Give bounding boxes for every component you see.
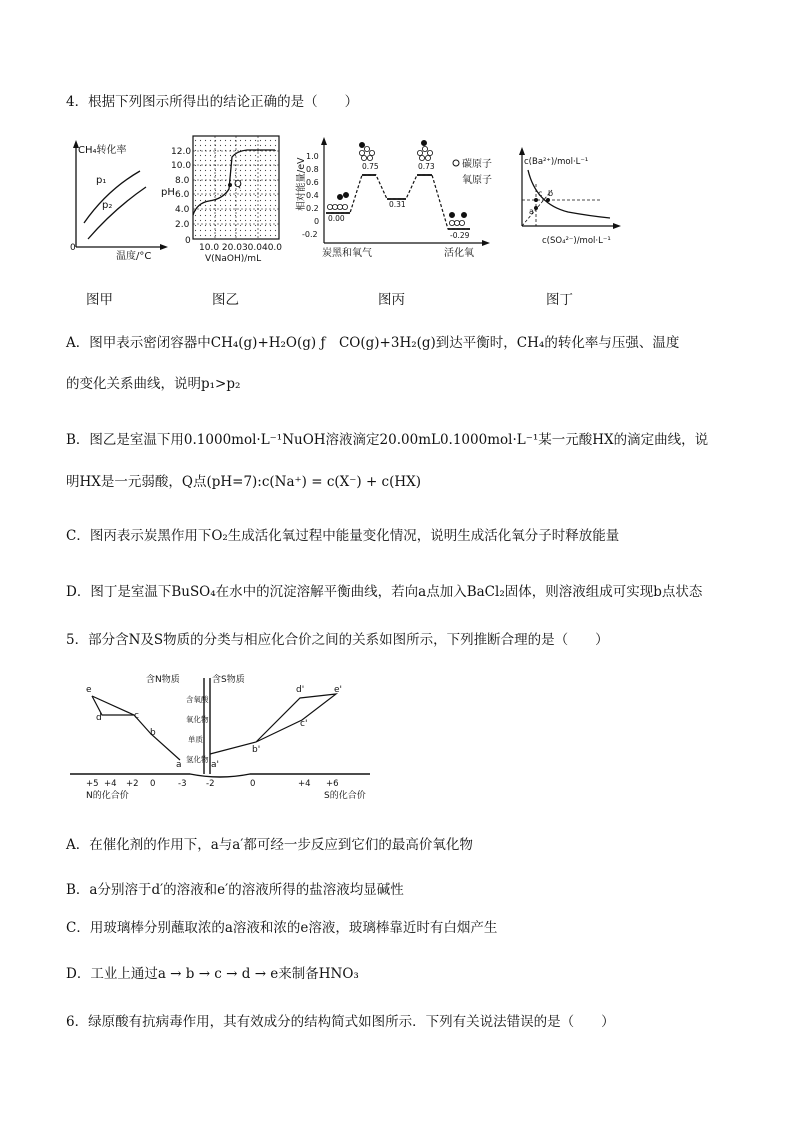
yi-ytick: 4.0 [175, 205, 190, 215]
yi-ytick: 10.0 [171, 161, 192, 171]
bing-molecule-end [449, 212, 466, 225]
figure-q5-valence-diagram [70, 670, 375, 805]
ding-xlabel: c(SO₄²⁻)/mol·L⁻¹ [542, 236, 611, 246]
q5-s-point-b: b' [252, 745, 261, 755]
q5-option-b[interactable]: B．a分别溶于d′的溶液和e′的溶液所得的盐溶液均显碱性 [66, 882, 404, 898]
q5-category: 氧化物 [186, 715, 209, 724]
yi-ylabel: pH [161, 187, 175, 198]
bing-ylabel: 相对能量/eV [296, 157, 307, 211]
q5-s-title: 含S物质 [212, 675, 245, 685]
bing-ytick: 0.4 [306, 191, 319, 200]
q5-n-tick: -3 [178, 779, 187, 789]
bing-ytick: 0 [314, 217, 320, 226]
q5-s-tick: +6 [326, 779, 339, 789]
q5-s-point-d: d' [296, 685, 305, 695]
q5-n-point-d: d [96, 713, 102, 723]
ding-label-b: b [548, 189, 554, 198]
q5-n-tick: +2 [126, 779, 139, 789]
jia-xlabel: 温度/°C [116, 251, 152, 262]
q5-option-a[interactable]: A．在催化剂的作用下，a与a′都可经一步反应到它们的最高价氧化物 [66, 837, 473, 853]
q5-s-tick: -2 [206, 779, 215, 789]
bing-level: 0.00 [328, 214, 345, 223]
q6-stem: 6．绿原酸有抗病毒作用，其有效成分的结构简式如图所示．下列有关说法错误的是（ ） [66, 1014, 615, 1030]
ding-label-a: a [529, 207, 534, 216]
bing-ytick: 0.6 [306, 178, 319, 187]
figure-yi [163, 133, 288, 265]
q5-n-point-a: a [176, 760, 182, 770]
yi-point-q [228, 183, 232, 187]
yi-ytick: 8.0 [175, 176, 190, 186]
q4-option-a-line1[interactable]: A．图甲表示密闭容器中CH₄(g)+H₂O(g) ƒ CO(g)+3H₂(g)到达平衡时，CH₄的转化率与压强、温度 [66, 335, 680, 351]
ding-ylabel: c(Ba²⁺)/mol·L⁻¹ [524, 157, 589, 167]
q5-n-tick: +5 [86, 779, 99, 789]
bing-ytick: 0.8 [306, 165, 319, 174]
q5-s-point-a: a' [211, 760, 219, 770]
bing-level: -0.29 [450, 231, 470, 240]
q4-option-a-line2[interactable]: 的变化关系曲线，说明p₁>p₂ [66, 376, 241, 392]
figure-ding [512, 140, 632, 250]
q5-n-point-c: c [134, 711, 139, 721]
caption-ding: 图丁 [546, 292, 573, 308]
q5-option-c[interactable]: C．用玻璃棒分别蘸取浓的a溶液和浓的e溶液，玻璃棒靠近时有白烟产生 [66, 920, 498, 936]
q5-stem: 5．部分含N及S物质的分类与相应化合价之间的关系如图所示，下列推断合理的是（ ） [66, 632, 609, 648]
bing-xleft: 炭黑和氧气 [322, 248, 372, 259]
ding-point-c [534, 198, 538, 202]
bing-level: 0.73 [418, 162, 435, 171]
q4-stem: 4．根据下列图示所得出的结论正确的是（ ） [66, 94, 359, 110]
q5-n-tick: 0 [150, 779, 156, 789]
yi-ytick: 12.0 [171, 147, 192, 157]
q5-n-tick: +4 [104, 779, 117, 789]
bing-ytick: 1.0 [306, 152, 319, 161]
q5-n-polyline [92, 696, 180, 760]
bing-carbon-legend-icon [453, 160, 459, 166]
q5-s-point-e: e' [334, 685, 343, 695]
bing-ytick: -0.2 [302, 230, 318, 239]
yi-point-label: Q [234, 179, 242, 190]
bing-molecule-start [327, 192, 348, 209]
q4-option-b-line2[interactable]: 明HX是一元弱酸，Q点(pH=7):c(Na⁺) = c(X⁻) + c(HX) [66, 474, 422, 490]
q5-n-xlabel: N的化合价 [86, 791, 129, 801]
jia-p1: p₁ [96, 175, 107, 186]
q5-s-xlabel: S的化合价 [324, 791, 366, 801]
yi-ytick: 0 [185, 236, 191, 246]
caption-yi: 图乙 [212, 292, 239, 308]
figure-jia [62, 135, 172, 265]
q5-n-title: 含N物质 [146, 675, 180, 685]
yi-ytick: 6.0 [175, 190, 190, 200]
ding-label-c: c [538, 189, 543, 198]
q5-s-point-c: c' [300, 719, 308, 729]
bing-xright: 活化氧 [444, 248, 474, 259]
bing-molecule-ts1 [359, 142, 374, 160]
q5-s-tick: 0 [250, 779, 256, 789]
bing-level: 0.31 [389, 200, 406, 209]
ding-point-a [534, 206, 538, 210]
q4-option-d[interactable]: D．图丁是室温下BuSO₄在水中的沉淀溶解平衡曲线，若向a点加入BaCl₂固体，则溶液组成可实现b点状态 [66, 584, 703, 600]
bing-legend-o: 氧原子 [462, 175, 492, 186]
bing-legend-c: 碳原子 [462, 159, 492, 170]
jia-p2: p₂ [102, 200, 113, 211]
caption-bing: 图丙 [378, 292, 405, 308]
q4-option-c[interactable]: C．图丙表示炭黑作用下O₂生成活化氧过程中能量变化情况，说明生成活化氧分子时释放能量 [66, 528, 620, 544]
jia-origin: 0 [70, 243, 76, 253]
q5-option-d[interactable]: D．工业上通过a → b → c → d → e来制备HNO₃ [66, 966, 359, 982]
jia-curve-p2 [88, 187, 146, 239]
yi-xlabel: V(NaOH)/mL [205, 254, 262, 264]
caption-jia: 图甲 [86, 292, 113, 308]
q5-n-point-b: b [150, 728, 156, 738]
q5-s-polyline [210, 694, 336, 754]
yi-ytick: 2.0 [175, 220, 190, 230]
q5-category: 单质 [188, 735, 203, 744]
bing-ytick: 0.2 [306, 204, 319, 213]
ding-point-b [546, 198, 550, 202]
yi-xticks: 10.0 20.030.040.0 [199, 243, 283, 253]
bing-molecule-ts2 [417, 140, 432, 160]
q5-n-point-e: e [86, 685, 92, 695]
bing-level: 0.75 [362, 162, 379, 171]
q5-category: 氢化物 [186, 755, 209, 764]
figure-bing [292, 133, 502, 261]
q4-option-b-line1[interactable]: B．图乙是室温下用0.1000mol·L⁻¹NuOH溶液滴定20.00mL0.1000mol·L⁻¹某一元酸HX的滴定曲线，说 [66, 432, 709, 448]
jia-ylabel: CH₄转化率 [78, 145, 127, 156]
q5-category: 含氧酸 [186, 695, 209, 704]
q5-s-tick: +4 [298, 779, 311, 789]
